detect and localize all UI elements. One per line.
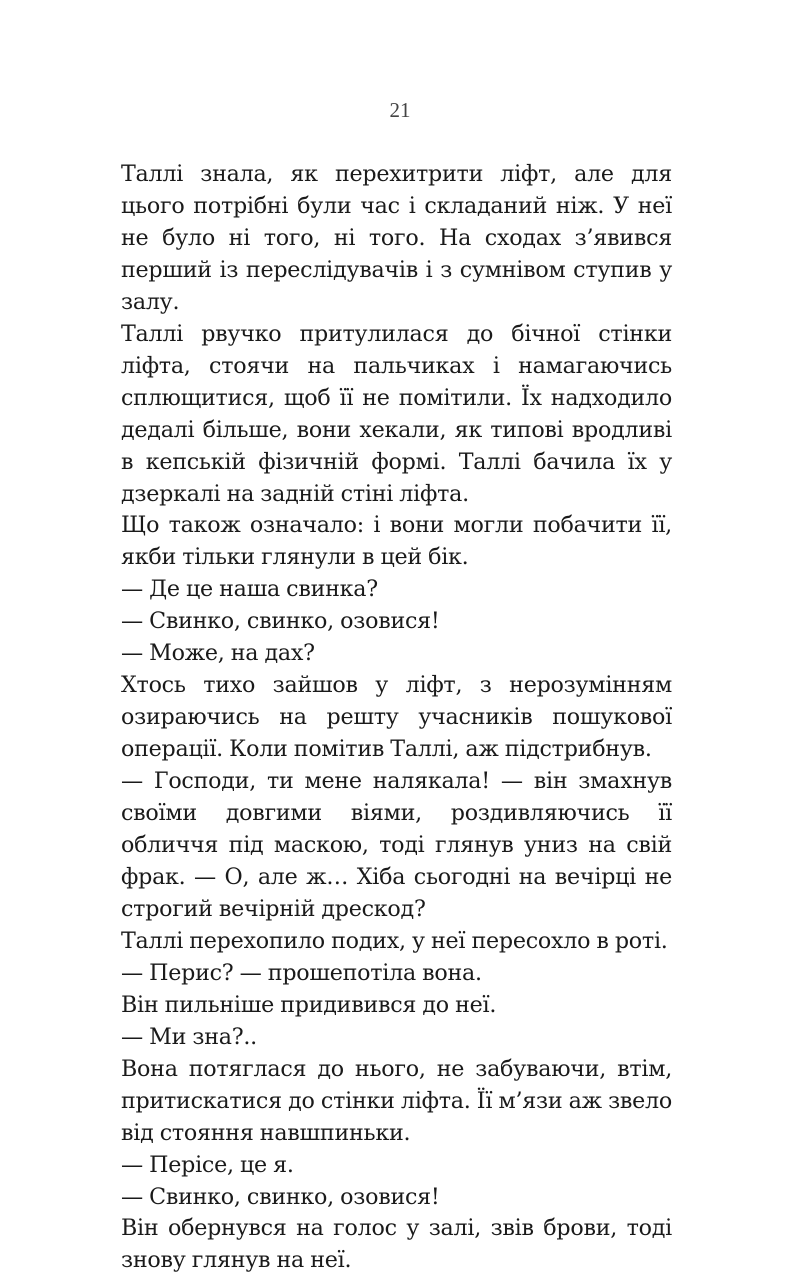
paragraph: Таллі перехопило подих, у неї пересохло в роті. xyxy=(121,927,668,954)
dialogue-line: — Господи, ти мене налякала! — він змахнув своїми довгими віями, роздивляючись її обличчя під маскою, тоді глянув униз на свій фрак. — О, але ж… Хіба сьогодні на вечірці не строгий вечірній дрескод? xyxy=(121,768,672,922)
dialogue-line: — Перісе, це я. xyxy=(121,1151,294,1178)
body-text xyxy=(121,159,672,1277)
dialogue-line: — Де це наша свинка? xyxy=(121,576,378,603)
dialogue-line: — Свинко, свинко, озовися! xyxy=(121,608,440,635)
paragraph: Таллі рвучко притулилася до бічної стінки ліфта, стоячи на пальчиках і намагаючись сплющитися, щоб її не помітили. Їх надходило дедалі більше, вони хекали, як типові вродливі в кепській фізичній формі. Таллі бачила їх у дзеркалі на задній стіні ліфта. xyxy=(121,320,672,507)
dialogue-line: — Периc? — прошепотіла вона. xyxy=(121,959,482,986)
paragraph: Вона потяглася до нього, не забуваючи, втім, притискатися до стінки ліфта. Її м’язи аж звело від стояння навшпиньки. xyxy=(121,1055,672,1146)
paragraph: Хтось тихо зайшов у ліфт, з нерозумінням озираючись на решту учасників пошукової операції. Коли помітив Таллі, аж підстрибнув. xyxy=(121,672,672,763)
dialogue-line: — Свинко, свинко, озовися! xyxy=(121,1183,440,1210)
paragraph: Таллі знала, як перехитрити ліфт, але для цього потрібні були час і складаний ніж. У неї не було ні того, ні того. На сходах з’явився перший із переслідувачів і з сумнівом ступив у залу. xyxy=(121,161,672,315)
dialogue-line: — Може, на дах? xyxy=(121,640,315,667)
paragraph: Він обернувся на голос у залі, звів брови, тоді знову глянув на неї. xyxy=(121,1215,672,1274)
dialogue-line: — Ми зна?.. xyxy=(121,1023,257,1050)
page-number: 21 xyxy=(389,98,411,122)
paragraph: Що також означало: і вони могли побачити її, якби тільки глянули в цей бік. xyxy=(121,512,672,571)
paragraph: Він пильніше придивився до неї. xyxy=(121,991,497,1018)
